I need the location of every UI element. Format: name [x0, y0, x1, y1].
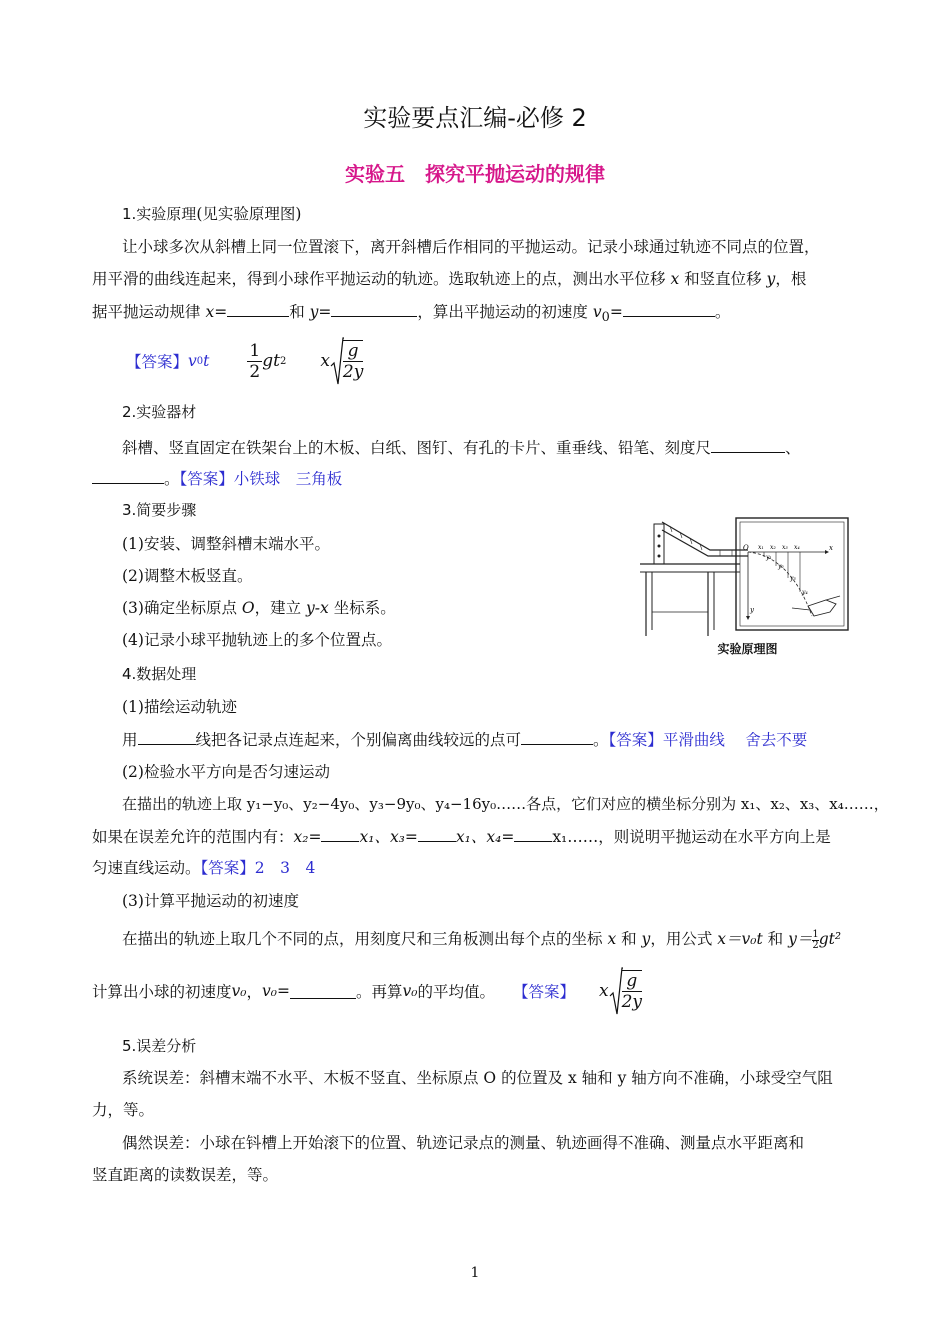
blank-discard: [521, 729, 593, 745]
blank-equipment-1: [711, 437, 785, 453]
section-4-para-3: 如果在误差允许的范围内有：x₂= x₁、x₃= x₁、x₄= x₁……，则说明平抛运动在水平方向上是: [92, 828, 831, 846]
step-3: (3)确定坐标原点 O，建立 y-x 坐标系。: [122, 599, 396, 617]
section-5-para-3: 偶然误差：小球在钭槽上开始滚下的位置、轨迹记录点的测量、轨迹画得不准确、测量点水平距离和: [122, 1134, 805, 1152]
blank-equipment-2: [92, 468, 164, 484]
section-4-para-6: 计算出小球的初速度 v₀ ， v₀= 。再算 v₀ 的平均值。 【答案】 x $\frac{g}{2y}$: [92, 966, 642, 1016]
figure-caption: 实验原理图: [717, 642, 778, 656]
step-4: (4)记录小球平抛轨迹上的多个位置点。: [122, 631, 392, 649]
section-5-para-1: 系统误差：斜槽末端不水平、木板不竖直、坐标原点 O 的位置及 x 轴和 y 轴方向不准确，小球受空气阻: [122, 1069, 833, 1087]
sqrt-sign-icon: [609, 966, 623, 1016]
fig-label-y2: y₂: [778, 563, 784, 570]
fig-label-origin: O: [743, 544, 749, 552]
fig-label-y3: y₃: [790, 575, 796, 582]
experiment-title: 实验五 探究平抛运动的规律: [345, 162, 605, 186]
section-4-sub-1: (1)描绘运动轨迹: [122, 698, 237, 716]
section-2-heading: 2.实验器材: [122, 403, 197, 421]
answer-sqrt-fraction-2: $\frac{g}{2y}$: [621, 971, 643, 1012]
blank-curve: [138, 729, 196, 745]
section-5-heading: 5.误差分析: [122, 1037, 197, 1055]
page-title: 实验要点汇编-必修 2: [363, 104, 587, 132]
fig-label-x-axis: x: [829, 544, 833, 552]
blank-y: [331, 301, 417, 317]
section-4-sub-2: (2)检验水平方向是否匀速运动: [122, 763, 330, 781]
page-number: 1: [470, 1265, 480, 1281]
fig-label-x4: x₄: [794, 544, 800, 551]
section-4-para-4: 匀速直线运动。【答案】2 3 4: [92, 859, 316, 877]
section-5-para-4: 竖直距离的读数误差，等。: [92, 1166, 279, 1184]
answer-sqrt-fraction: $\frac{g}{2y}$: [342, 341, 364, 382]
fig-label-y4: y₄: [802, 589, 808, 596]
sqrt-sign-icon: [330, 336, 344, 386]
section-3-heading: 3.简要步骤: [122, 501, 197, 519]
section-1-para-line-2: 用平滑的曲线连起来，得到小球作平抛运动的轨迹。选取轨迹上的点，测出水平位移 x 和竖直位移 y，根: [92, 270, 807, 288]
section-4-sub-3: (3)计算平抛运动的初速度: [122, 892, 299, 910]
section-1-para-line-3: 据平抛运动规律 x= 和 y= ，算出平抛运动的初速度 $v_0=$ 。: [92, 303, 731, 326]
answer-half-fraction: $\frac{1}{2}$: [249, 340, 261, 382]
section-2-para-line-2: 。【答案】小铁球 三角板: [92, 468, 342, 489]
section-1-answer: 【答案】 v 0 t $\frac{1}{2}$ gt 2 x $\frac{g}{2y}$: [126, 335, 363, 387]
fig-label-y-axis: y: [750, 606, 754, 614]
blank-x: [227, 301, 289, 317]
section-2-para-line-1: 斜槽、竖直固定在铁架台上的木板、白纸、图钉、有孔的卡片、重垂线、铅笔、刻度尺 、: [122, 439, 801, 457]
step-2: (2)调整木板竖直。: [122, 567, 253, 585]
section-1-heading: 1.实验原理(见实验原理图): [122, 205, 302, 223]
section-4-para-5: 在描出的轨迹上取几个不同的点，用刻度尺和三角板测出每个点的坐标 x 和 y，用公式 x＝v₀t 和 y＝ $\frac{1}{2}$ gt²: [122, 928, 842, 951]
section-1-para-line-1: 让小球多次从斜槽上同一位置滚下，离开斜槽后作相同的平抛运动。记录小球通过轨迹不同点的位置，: [122, 238, 820, 256]
fig-label-x1: x₁: [758, 544, 764, 551]
section-4-para-2: 在描出的轨迹上取 y₁−y₀、y₂−4y₀、y₃−9y₀、y₄−16y₀……各点，它们对应的横坐标分别为 x₁、x₂、x₃、x₄……，: [122, 795, 889, 813]
blank-v0: [623, 301, 715, 317]
section-5-para-2: 力，等。: [92, 1101, 155, 1119]
section-4-heading: 4.数据处理: [122, 665, 197, 683]
fig-label-x3: x₃: [782, 544, 788, 551]
fig-label-x2: x₂: [770, 544, 776, 551]
experiment-diagram: [640, 512, 855, 636]
section-4-para-1: 用 线把各记录点连起来，个别偏离曲线较远的点可 。【答案】平滑曲线 舍去不要: [122, 731, 808, 749]
fig-label-y1: y₁: [766, 554, 772, 561]
step-1: (1)安装、调整斜槽末端水平。: [122, 535, 330, 553]
blank-v0-result: [290, 983, 356, 999]
